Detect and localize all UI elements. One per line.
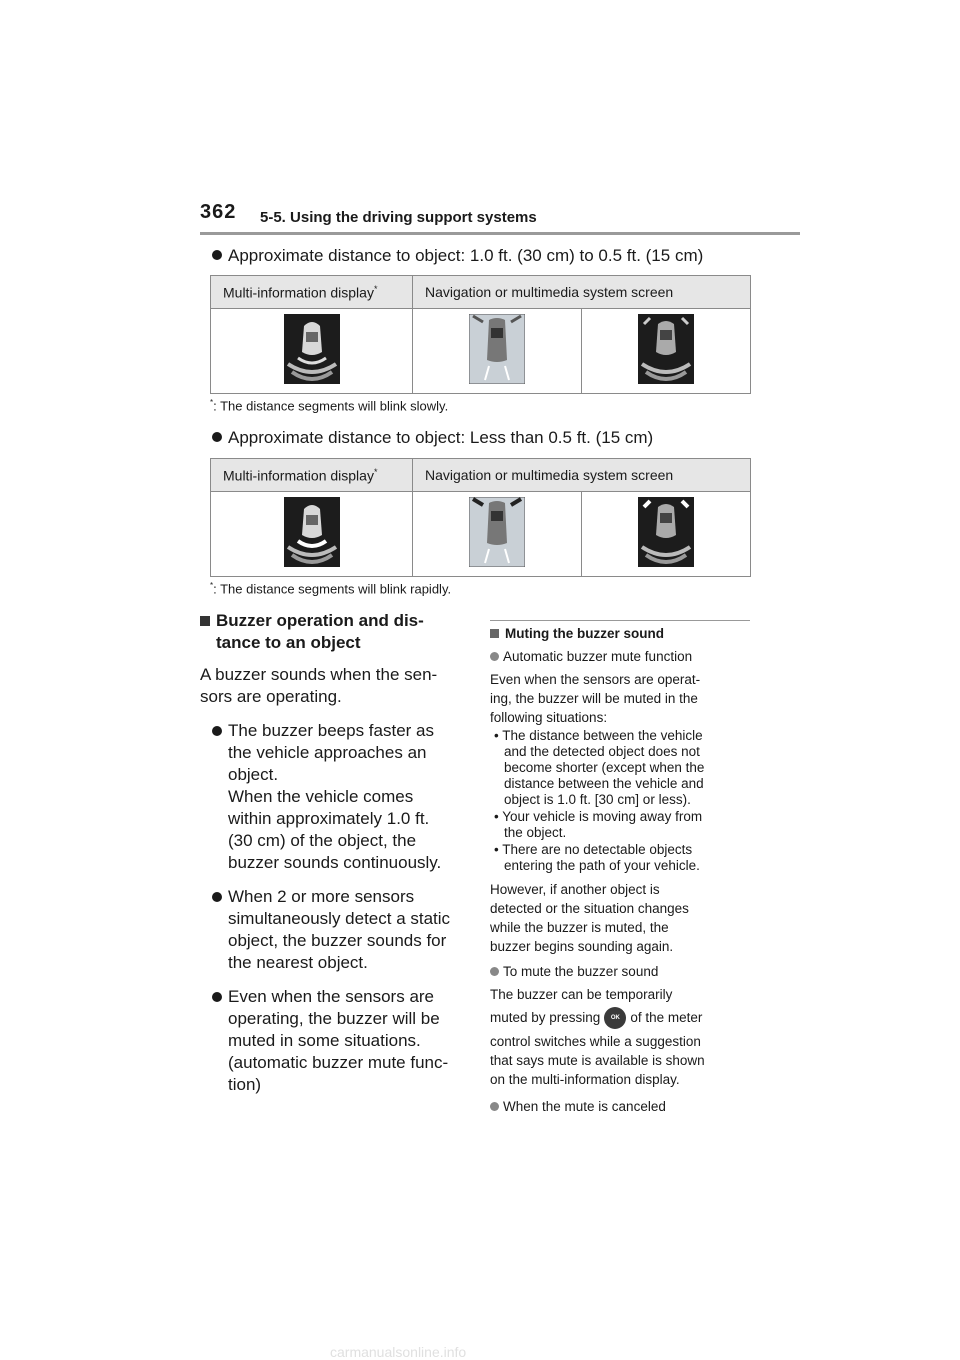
text-line: • The distance between the vehicle [494,728,703,743]
buzzer-bullets [200,720,470,1096]
text-line: Even when the sensors are operat- [490,672,701,687]
text-line: detected or the situation changes [490,901,689,916]
nav-screen-image-a [413,492,582,577]
bullet-icon [212,992,222,1002]
text-line: following situations: [490,710,608,725]
table-header-nav: Navigation or multimedia system screen [413,276,751,309]
text-line: while the buzzer is muted, the [490,920,669,935]
bullet-icon [212,432,222,442]
table-header-mid: Multi-information display* [211,276,413,309]
bullet-text-line: simultaneously detect a static [228,909,451,928]
text-line: the object. [504,825,567,840]
nav-dark-parking-sensor-icon [638,314,694,384]
condition-item [490,842,750,874]
bullet-text-line: the nearest object. [228,953,368,972]
bullet-text-line: When the vehicle comes [228,787,414,806]
text-line: on the multi-information display. [490,1072,680,1087]
ok-button-icon: OK [604,1007,626,1029]
bullet-text-line: tion) [228,1075,262,1094]
buzzer-heading: Buzzer operation and dis- tance to an object [200,610,470,654]
bullet-text-line: within approximately 1.0 ft. [228,809,430,828]
buzzer-bullet [200,720,470,874]
table-header-mid: Multi-information display* [211,459,413,492]
muting-section [490,624,750,1116]
header-rule [200,232,800,235]
bullet-text-line: object. [228,765,279,784]
bullet-text-line: operating, the buzzer will be [228,1009,440,1028]
manual-mute-text: The buzzer can be temporarily muted by pressing OK of the meter control switches while a suggestion that says mute is available is shown on the multi-information display. [490,987,705,1087]
distance-heading-1: Approximate distance to object: 1.0 ft. (30 cm) to 0.5 ft. (15 cm) [212,246,703,266]
watermark: carmanualsonline.info [330,1344,467,1360]
bullet-icon [212,726,222,736]
buzzer-section [200,610,470,1096]
mid-parking-sensor-icon [284,314,340,384]
text-line: • Your vehicle is moving away from [494,809,703,824]
bullet-icon [212,892,222,902]
right-column-rule [490,620,750,621]
text-line: entering the path of your vehicle. [504,858,700,873]
nav-screen-image-b [582,309,751,394]
text-line: ing, the buzzer will be muted in the [490,691,698,706]
mid-display-image [211,309,413,394]
nav-screen-image-b [582,492,751,577]
bullet-text-line: Even when the sensors are [228,987,435,1006]
text-line: buzzer begins sounding again. [490,939,674,954]
nav-screen-image-a [413,309,582,394]
bullet-text-line: the vehicle approaches an [228,743,427,762]
bullet-text-line: muted in some situations. [228,1031,421,1050]
bullet-text-line: object, the buzzer sounds for [228,931,447,950]
footnote-1: *: The distance segments will blink slowly. [210,398,449,414]
text-line: that says mute is available is shown [490,1053,705,1068]
buzzer-intro: A buzzer sounds when the sen- sors are operating. [200,665,438,706]
sub-heading-mute-canceled: When the mute is canceled [490,1097,750,1116]
text-line: object is 1.0 ft. [30 cm] or less). [504,792,691,807]
page-number: 362 [200,201,237,223]
condition-item [490,809,750,841]
bullet-text-line: (automatic buzzer mute func- [228,1053,449,1072]
nav-parking-sensor-icon [469,314,525,384]
text-line: control switches while a suggestion [490,1034,701,1049]
circle-bullet-icon [490,1102,499,1111]
buzzer-bullet [200,886,470,974]
auto-mute-text [490,670,750,727]
bullet-icon [212,250,222,260]
auto-mute-resume-text [490,880,750,956]
mid-parking-sensor-icon [284,497,340,567]
bullet-text-line: buzzer sounds continuously. [228,853,442,872]
circle-bullet-icon [490,652,499,661]
indicator-table-1 [210,275,751,394]
text-line: However, if another object is [490,882,660,897]
condition-item [490,728,750,808]
distance-heading-2: Approximate distance to object: Less than 0.5 ft. (15 cm) [212,428,653,448]
text-line: become shorter (except when the [504,760,705,775]
text-line: distance between the vehicle and [504,776,704,791]
text-line: and the detected object does not [504,744,700,759]
muting-heading: Muting the buzzer sound [490,624,750,643]
circle-bullet-icon [490,967,499,976]
nav-dark-parking-sensor-icon [638,497,694,567]
section-title: 5-5. Using the driving support systems [260,209,537,226]
auto-mute-conditions [490,728,750,874]
sub-heading-manual-mute: To mute the buzzer sound [490,962,750,981]
bullet-text-line: (30 cm) of the object, the [228,831,417,850]
bullet-text-line: The buzzer beeps faster as [228,721,435,740]
mid-display-image [211,492,413,577]
sub-heading-auto-mute: Automatic buzzer mute function [490,647,750,666]
square-bullet-icon [200,616,210,626]
nav-parking-sensor-icon [469,497,525,567]
square-bullet-icon [490,629,499,638]
footnote-2: *: The distance segments will blink rapidly. [210,581,452,597]
buzzer-bullet [200,986,470,1096]
bullet-text-line: When 2 or more sensors [228,887,415,906]
table-header-nav: Navigation or multimedia system screen [413,459,751,492]
indicator-table-2 [210,458,751,577]
text-line: • There are no detectable objects [494,842,693,857]
